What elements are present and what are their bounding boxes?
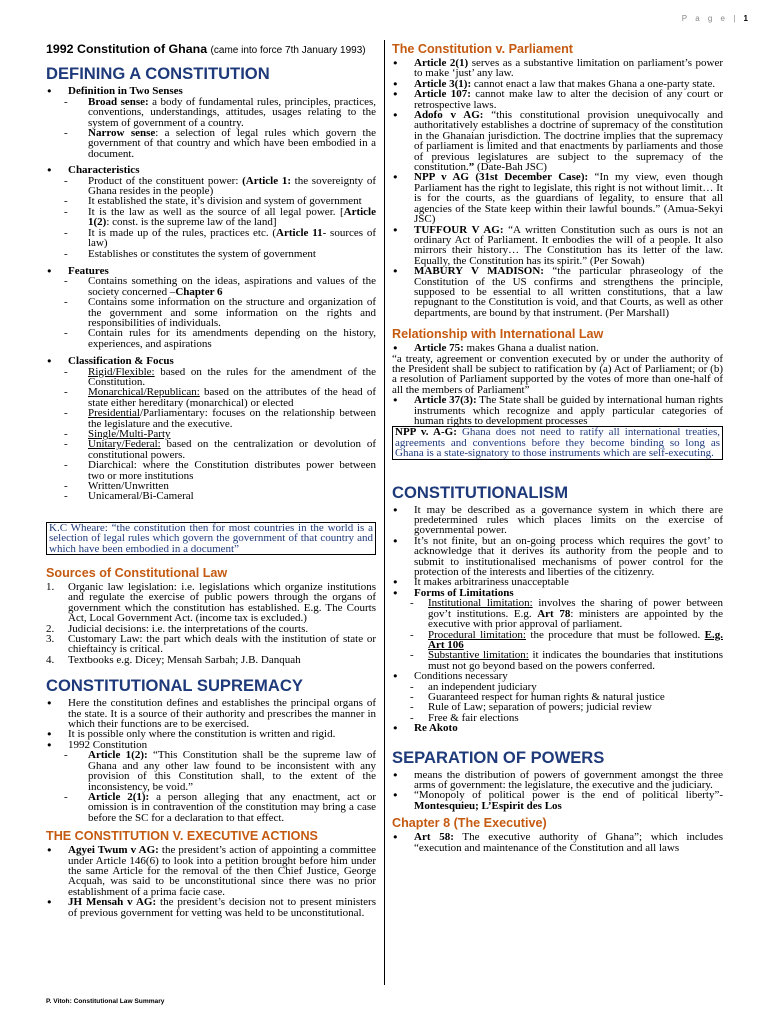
list-item: - Substantive limitation: it indicates the boundaries that institutions must not go beyond based on the powers conferred.	[392, 650, 723, 671]
footer: P. Vitoh: Constitutional Law Summary	[46, 998, 165, 1005]
heading-constitutional-supremacy: CONSTITUTIONAL SUPREMACY	[46, 676, 303, 696]
column-divider	[384, 40, 385, 985]
list-item: - an independent judiciary	[392, 682, 723, 692]
list-item: - Monarchical/Republican: based on the attributes of the head of state either hereditary (monarchical) or elected	[46, 387, 376, 408]
list-item: ● Article 75: makes Ghana a dualist nation.	[392, 343, 723, 353]
list-item: ● It makes arbitrariness unacceptable	[392, 577, 723, 587]
list-item: ● Re Akoto	[392, 723, 723, 733]
category-classification: ● Classification & Focus	[46, 356, 376, 366]
list-item: ● Here the constitution defines and establishes the principal organs of the state. It is a source of their authority and prescribes the manner in which their functions are to be exercised.	[46, 698, 376, 729]
left-column	[46, 42, 376, 982]
list-item: - Written/Unwritten	[46, 481, 376, 491]
list-item: ● Forms of Limitations	[392, 588, 723, 598]
list-item: ● TUFFOUR V AG: “A written Constitution such as ours is not an ordinary Act of Parliament. It embodies the will of a people. It also mirrors their history… The Constitution has its letter of the law. Equally, the Constitution has its spirit.” (Per Sowah)	[392, 225, 723, 267]
list-item: ● Article 37(3): The State shall be guided by international human rights instruments which recognize and apply particular categories of human rights to development processes	[392, 395, 723, 426]
list-item: ● NPP v AG (31st December Case): “In my view, even though Parliament has the right to legislate, this right is not without limit… It is for the courts, as the guardians of legality, to ensure that all agencies of the State keep within their lawful bounds.” (Amua-Sekyi JSC)	[392, 172, 723, 224]
list-item: 3. Customary Law: the part which deals with the institution of state or chieftaincy is critical.	[46, 633, 376, 656]
list-item: ● It’s not finite, but an on-going process which requires the govt’ to acknowledge that it derives its authority from the people and to submit to institutionalised mechanisms of power control for the protection of the interests and liberties of the citizenry.	[392, 536, 723, 578]
heading-separation-of-powers: SEPARATION OF POWERS	[392, 747, 605, 767]
list-item: - Broad sense: a body of fundamental rules, principles, practices, conventions, understandings, attitudes, usages relating to the system of government of a country.	[46, 97, 376, 128]
list-item: - It is made up of the rules, practices etc. (Article 11- sources of law)	[46, 228, 376, 249]
list-item: - Single/Multi-Party	[46, 429, 376, 439]
heading-international-law: Relationship with International Law	[392, 327, 604, 342]
list-item: - Contains something on the ideas, aspirations and values of the society concerned –Chapter 6	[46, 276, 376, 297]
right-column	[392, 42, 723, 984]
category-definition: ● Definition in Two Senses	[46, 86, 376, 96]
list-item: - Contains some information on the structure and organization of the government and some information on the rights and responsibilities of individuals.	[46, 297, 376, 328]
list-item: - Procedural limitation: the procedure that must be followed. E.g. Art 106	[392, 630, 723, 651]
page-number: P a g e | 1	[681, 14, 748, 23]
list-item: 2. Judicial decisions: i.e. the interpretations of the courts.	[46, 622, 309, 635]
list-item: ● Art 58: The executive authority of Ghana”; which includes “execution and maintenance of the Constitution and all laws	[392, 832, 723, 853]
list-item: - Rule of Law; separation of powers; judicial review	[392, 702, 723, 712]
document-title: 1992 Constitution of Ghana (came into force 7th January 1993)	[46, 42, 366, 56]
list-item: ● means the distribution of powers of government amongst the three arms of government: the legislature, the executive and the judiciary.	[392, 770, 723, 791]
article-75-quote: “a treaty, agreement or convention executed by or under the authority of the President shall be subject to ratification by (a) Act of Parliament; or (b) a resolution of Parliament supported by the votes of more than one-half of all the members of Parliament”	[392, 352, 723, 396]
list-item: - Article 2(1): a person alleging that any enactment, act or omission is in contravention of the constitution may bring a case before the SC for a declaration to that effect.	[46, 792, 376, 823]
list-item: - Product of the constituent power: (Article 1: the sovereignty of Ghana resides in the people)	[46, 176, 376, 197]
heading-constitution-v-parliament: The Constitution v. Parliament	[392, 42, 573, 56]
list-item: 4. Textbooks e.g. Dicey; Mensah Sarbah; J.B. Danquah	[46, 653, 301, 666]
list-item: ● It is possible only where the constitution is written and rigid.	[46, 729, 376, 739]
list-item: ● Article 107: cannot make law to alter the decision of any court or retrospective laws.	[392, 89, 723, 110]
list-item: ● Agyei Twum v AG: the president’s action of appointing a committee under Article 146(6) to look into a petition brought before him under the same Article for the removal of the then Chief Justice, George Acquah, was said to be unconstitutional since there was no prior establishment of a prima facie case.	[46, 845, 376, 897]
title-note: (came into force 7th January 1993)	[210, 45, 366, 56]
list-item: ● MABURY V MADISON: “the particular phraseology of the Constitution of the US confirms and strengthens the principle, supposed to be essential to all written constitutions, that a law repugnant to the Constitution is void, and that Courts, as well as other departments, are bound by that instrument. (Per Marshall)	[392, 266, 723, 318]
list-item: - Guaranteed respect for human rights & natural justice	[392, 692, 723, 702]
list-item: - It established the state, it’s division and system of government	[46, 196, 376, 206]
list-item: ● Conditions necessary	[392, 671, 723, 681]
list-item: - Article 1(2): “This Constitution shall be the supreme law of Ghana and any other law found to be inconsistent with any provision of this Constitution shall, to the extent of the inconsistency, be void.”	[46, 750, 376, 792]
category-features: ● Features	[46, 266, 376, 276]
list-item: ● 1992 Constitution	[46, 740, 376, 750]
heading-executive-actions: THE CONSTITUTION V. EXECUTIVE ACTIONS	[46, 829, 318, 844]
list-item: - Establishes or constitutes the system of government	[46, 249, 376, 259]
list-item: - Narrow sense: a selection of legal rules which govern the government of that country and which have been embodied in a document.	[46, 128, 376, 159]
heading-sources: Sources of Constitutional Law	[46, 566, 228, 580]
list-item: - Diarchical: where the Constitution distributes power between two or more institutions	[46, 460, 376, 481]
heading-constitutionalism: CONSTITUTIONALISM	[392, 482, 569, 502]
list-item: - Unitary/Federal: based on the centralization or devolution of constitutional powers.	[46, 439, 376, 460]
list-item: ● It may be described as a governance system in which there are predetermined rules which places limits on the exercise of governmental power.	[392, 505, 723, 536]
list-item: ● JH Mensah v AG: the president’s decision not to present ministers of previous government for vetting was held to be unconstitutional.	[46, 897, 376, 918]
list-item: ● “Monopoly of political power is the end of political liberty”- Montesquieu; L’Espirit des Los	[392, 790, 723, 811]
list-item: ● Adofo v AG: “this constitutional provision unequivocally and authoritatively establishes a doctrine of supremacy of the constitution in the Ghanaian jurisdiction. The doctrine implies that the supremacy of parliament is limited and that enactments by parliaments and those of previous legislatures are subject to the supremacy of the constitution.” (Date-Bah JSC)	[392, 110, 723, 172]
list-item: - Institutional limitation: involves the sharing of power between gov’t institutions. E.g. Art 78: ministers are appointed by the executive with prior approval of parliament.	[392, 598, 723, 629]
list-item: - Unicameral/Bi-Cameral	[46, 491, 376, 501]
list-item: - Rigid/Flexible: based on the rules for the amendment of the Constitution.	[46, 367, 376, 388]
category-characteristics: ● Characteristics	[46, 165, 376, 175]
list-item: ● Article 2(1) serves as a substantive limitation on parliament’s power to make ‘just’ any law.	[392, 58, 723, 79]
list-item: - Free & fair elections	[392, 713, 723, 723]
npp-case-box: NPP v. A-G: Ghana does not need to ratify all international treaties, agreements and conventions before they become binding so long as Ghana is a state-signatory to those instruments which are self-executing.	[392, 426, 723, 459]
list-item: ● Article 3(1): cannot enact a law that makes Ghana a one-party state.	[392, 79, 723, 89]
list-item: - It is the law as well as the source of all legal power. [Article 1(2): const. is the supreme law of the land]	[46, 207, 376, 228]
wheare-quote-box: K.C Wheare: “the constitution then for most countries in the world is a selection of legal rules which govern the government of that country and which have been embodied in a document”	[46, 522, 376, 555]
heading-chapter-8: Chapter 8 (The Executive)	[392, 816, 547, 831]
list-item: - Contain rules for its amendments depending on the history, experiences, and aspirations	[46, 328, 376, 349]
list-item: 1. Organic law legislation: i.e. legislations which organize institutions and regulate the exercise of public powers through the organs of government which the constitution has established. E.g. The Courts Act, Local Government Act. (income tax is excluded.)	[46, 581, 376, 625]
list-item: - Presidential/Parliamentary: focuses on the relationship between the legislature and the executive.	[46, 408, 376, 429]
heading-defining-constitution: DEFINING A CONSTITUTION	[46, 64, 270, 84]
